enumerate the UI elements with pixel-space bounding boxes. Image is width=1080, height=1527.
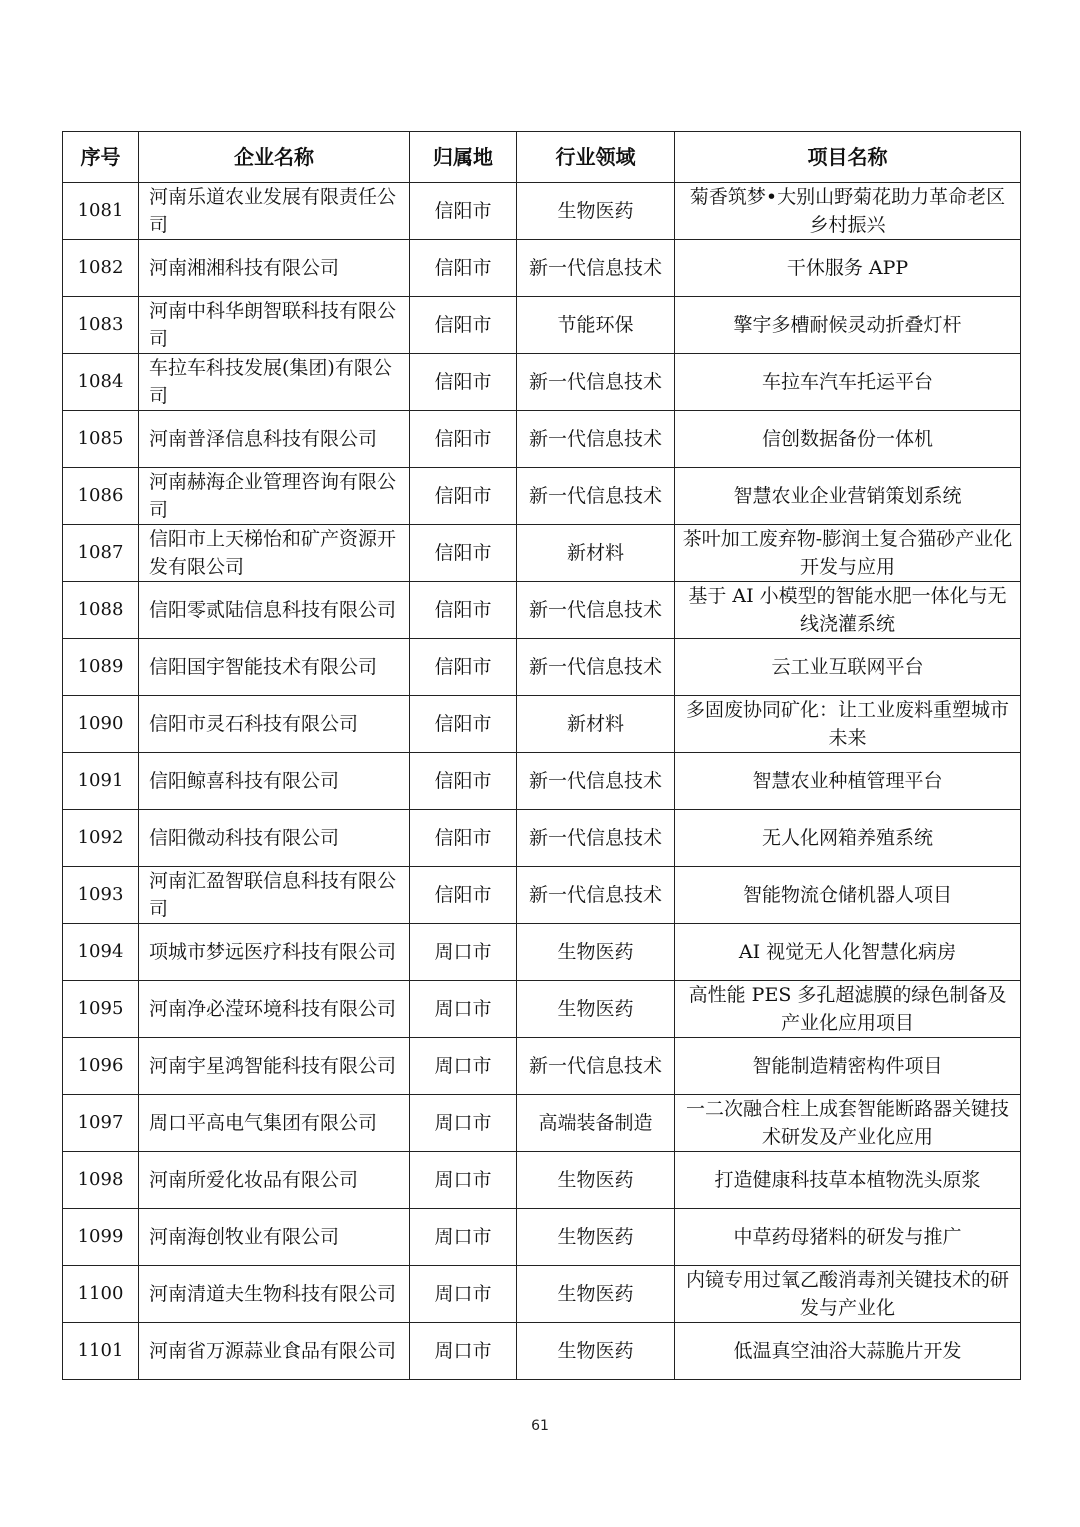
table-row [63,696,1021,753]
cell-company: 河南湘湘科技有限公司 [139,240,410,297]
cell-seq: 1091 [63,753,139,810]
cell-project: 智慧农业种植管理平台 [675,753,1021,810]
cell-project: 智能物流仓储机器人项目 [675,867,1021,924]
table-row [63,981,1021,1038]
cell-location: 周口市 [410,1209,517,1266]
cell-location: 信阳市 [410,639,517,696]
cell-industry: 新一代信息技术 [517,1038,675,1095]
cell-project: 菊香筑梦•大别山野菊花助力革命老区乡村振兴 [675,183,1021,240]
cell-location: 周口市 [410,924,517,981]
table-row [63,525,1021,582]
cell-company: 信阳鲸喜科技有限公司 [139,753,410,810]
cell-industry: 生物医药 [517,1152,675,1209]
cell-company: 项城市梦远医疗科技有限公司 [139,924,410,981]
cell-location: 信阳市 [410,183,517,240]
cell-seq: 1088 [63,582,139,639]
cell-project: 低温真空油浴大蒜脆片开发 [675,1323,1021,1380]
cell-company: 车拉车科技发展(集团)有限公司 [139,354,410,411]
cell-project: 智能制造精密构件项目 [675,1038,1021,1095]
cell-seq: 1085 [63,411,139,468]
cell-project: 多固废协同矿化：让工业废料重塑城市未来 [675,696,1021,753]
cell-company: 信阳国宇智能技术有限公司 [139,639,410,696]
cell-project: 无人化网箱养殖系统 [675,810,1021,867]
cell-industry: 新一代信息技术 [517,354,675,411]
cell-project: 茶叶加工废弃物-膨润土复合猫砂产业化开发与应用 [675,525,1021,582]
cell-location: 周口市 [410,1038,517,1095]
cell-industry: 高端装备制造 [517,1095,675,1152]
cell-seq: 1081 [63,183,139,240]
cell-company: 信阳零贰陆信息科技有限公司 [139,582,410,639]
table-row [63,468,1021,525]
cell-company: 河南乐道农业发展有限责任公司 [139,183,410,240]
table-row [63,639,1021,696]
table-row [63,1152,1021,1209]
cell-location: 信阳市 [410,468,517,525]
table-body [63,183,1021,1380]
enterprise-project-table-container [62,131,1020,1380]
cell-company: 周口平高电气集团有限公司 [139,1095,410,1152]
cell-company: 河南省万源蒜业食品有限公司 [139,1323,410,1380]
cell-seq: 1094 [63,924,139,981]
cell-company: 信阳市灵石科技有限公司 [139,696,410,753]
cell-location: 信阳市 [410,525,517,582]
cell-project: 中草药母猪料的研发与推广 [675,1209,1021,1266]
cell-industry: 节能环保 [517,297,675,354]
table-row [63,924,1021,981]
table-row [63,810,1021,867]
cell-location: 信阳市 [410,240,517,297]
table-row [63,753,1021,810]
cell-location: 信阳市 [410,354,517,411]
cell-seq: 1089 [63,639,139,696]
table-row [63,1323,1021,1380]
cell-project: 擎宇多槽耐候灵动折叠灯杆 [675,297,1021,354]
cell-industry: 生物医药 [517,1266,675,1323]
cell-industry: 新材料 [517,525,675,582]
cell-seq: 1097 [63,1095,139,1152]
cell-seq: 1096 [63,1038,139,1095]
enterprise-project-table [62,131,1021,1380]
cell-company: 河南清道夫生物科技有限公司 [139,1266,410,1323]
cell-company: 河南汇盈智联信息科技有限公司 [139,867,410,924]
header-project: 项目名称 [675,132,1021,183]
cell-industry: 新一代信息技术 [517,810,675,867]
table-row [63,1095,1021,1152]
cell-project: 打造健康科技草本植物洗头原浆 [675,1152,1021,1209]
table-row [63,1266,1021,1323]
cell-project: 一二次融合柱上成套智能断路器关键技术研发及产业化应用 [675,1095,1021,1152]
cell-industry: 生物医药 [517,924,675,981]
table-row [63,867,1021,924]
cell-location: 信阳市 [410,753,517,810]
table-row [63,411,1021,468]
cell-location: 信阳市 [410,297,517,354]
cell-industry: 新一代信息技术 [517,639,675,696]
cell-company: 河南赫海企业管理咨询有限公司 [139,468,410,525]
cell-industry: 生物医药 [517,1209,675,1266]
cell-location: 周口市 [410,1152,517,1209]
header-industry: 行业领域 [517,132,675,183]
cell-company: 河南净必滢环境科技有限公司 [139,981,410,1038]
cell-company: 河南中科华朗智联科技有限公司 [139,297,410,354]
cell-company: 河南宇星鸿智能科技有限公司 [139,1038,410,1095]
cell-location: 周口市 [410,1095,517,1152]
cell-location: 周口市 [410,1266,517,1323]
cell-seq: 1098 [63,1152,139,1209]
cell-location: 信阳市 [410,696,517,753]
table-header-row [63,132,1021,183]
table-row [63,1209,1021,1266]
cell-project: AI 视觉无人化智慧化病房 [675,924,1021,981]
cell-project: 干休服务 APP [675,240,1021,297]
cell-industry: 新一代信息技术 [517,753,675,810]
cell-seq: 1082 [63,240,139,297]
cell-seq: 1086 [63,468,139,525]
cell-seq: 1087 [63,525,139,582]
cell-company: 信阳微动科技有限公司 [139,810,410,867]
cell-project: 内镜专用过氧乙酸消毒剂关键技术的研发与产业化 [675,1266,1021,1323]
cell-location: 周口市 [410,1323,517,1380]
cell-seq: 1083 [63,297,139,354]
cell-location: 信阳市 [410,411,517,468]
cell-seq: 1084 [63,354,139,411]
cell-project: 云工业互联网平台 [675,639,1021,696]
cell-industry: 新一代信息技术 [517,867,675,924]
cell-location: 信阳市 [410,810,517,867]
cell-seq: 1095 [63,981,139,1038]
cell-company: 河南海创牧业有限公司 [139,1209,410,1266]
cell-seq: 1090 [63,696,139,753]
cell-location: 信阳市 [410,582,517,639]
cell-industry: 生物医药 [517,981,675,1038]
cell-industry: 生物医药 [517,183,675,240]
table-row [63,582,1021,639]
cell-project: 车拉车汽车托运平台 [675,354,1021,411]
cell-location: 信阳市 [410,867,517,924]
table-row [63,240,1021,297]
cell-company: 河南所爱化妆品有限公司 [139,1152,410,1209]
cell-industry: 新一代信息技术 [517,240,675,297]
header-location: 归属地 [410,132,517,183]
header-company: 企业名称 [139,132,410,183]
cell-project: 信创数据备份一体机 [675,411,1021,468]
cell-project: 智慧农业企业营销策划系统 [675,468,1021,525]
table-row [63,354,1021,411]
cell-industry: 新材料 [517,696,675,753]
cell-industry: 新一代信息技术 [517,468,675,525]
cell-company: 信阳市上天梯怡和矿产资源开发有限公司 [139,525,410,582]
cell-seq: 1100 [63,1266,139,1323]
header-seq: 序号 [63,132,139,183]
table-row [63,297,1021,354]
cell-industry: 新一代信息技术 [517,582,675,639]
table-row [63,183,1021,240]
cell-project: 高性能 PES 多孔超滤膜的绿色制备及产业化应用项目 [675,981,1021,1038]
cell-seq: 1092 [63,810,139,867]
cell-industry: 新一代信息技术 [517,411,675,468]
cell-industry: 生物医药 [517,1323,675,1380]
cell-seq: 1101 [63,1323,139,1380]
cell-company: 河南普泽信息科技有限公司 [139,411,410,468]
page-number: 61 [531,1418,549,1434]
cell-location: 周口市 [410,981,517,1038]
cell-project: 基于 AI 小模型的智能水肥一体化与无线浇灌系统 [675,582,1021,639]
cell-seq: 1099 [63,1209,139,1266]
table-row [63,1038,1021,1095]
cell-seq: 1093 [63,867,139,924]
